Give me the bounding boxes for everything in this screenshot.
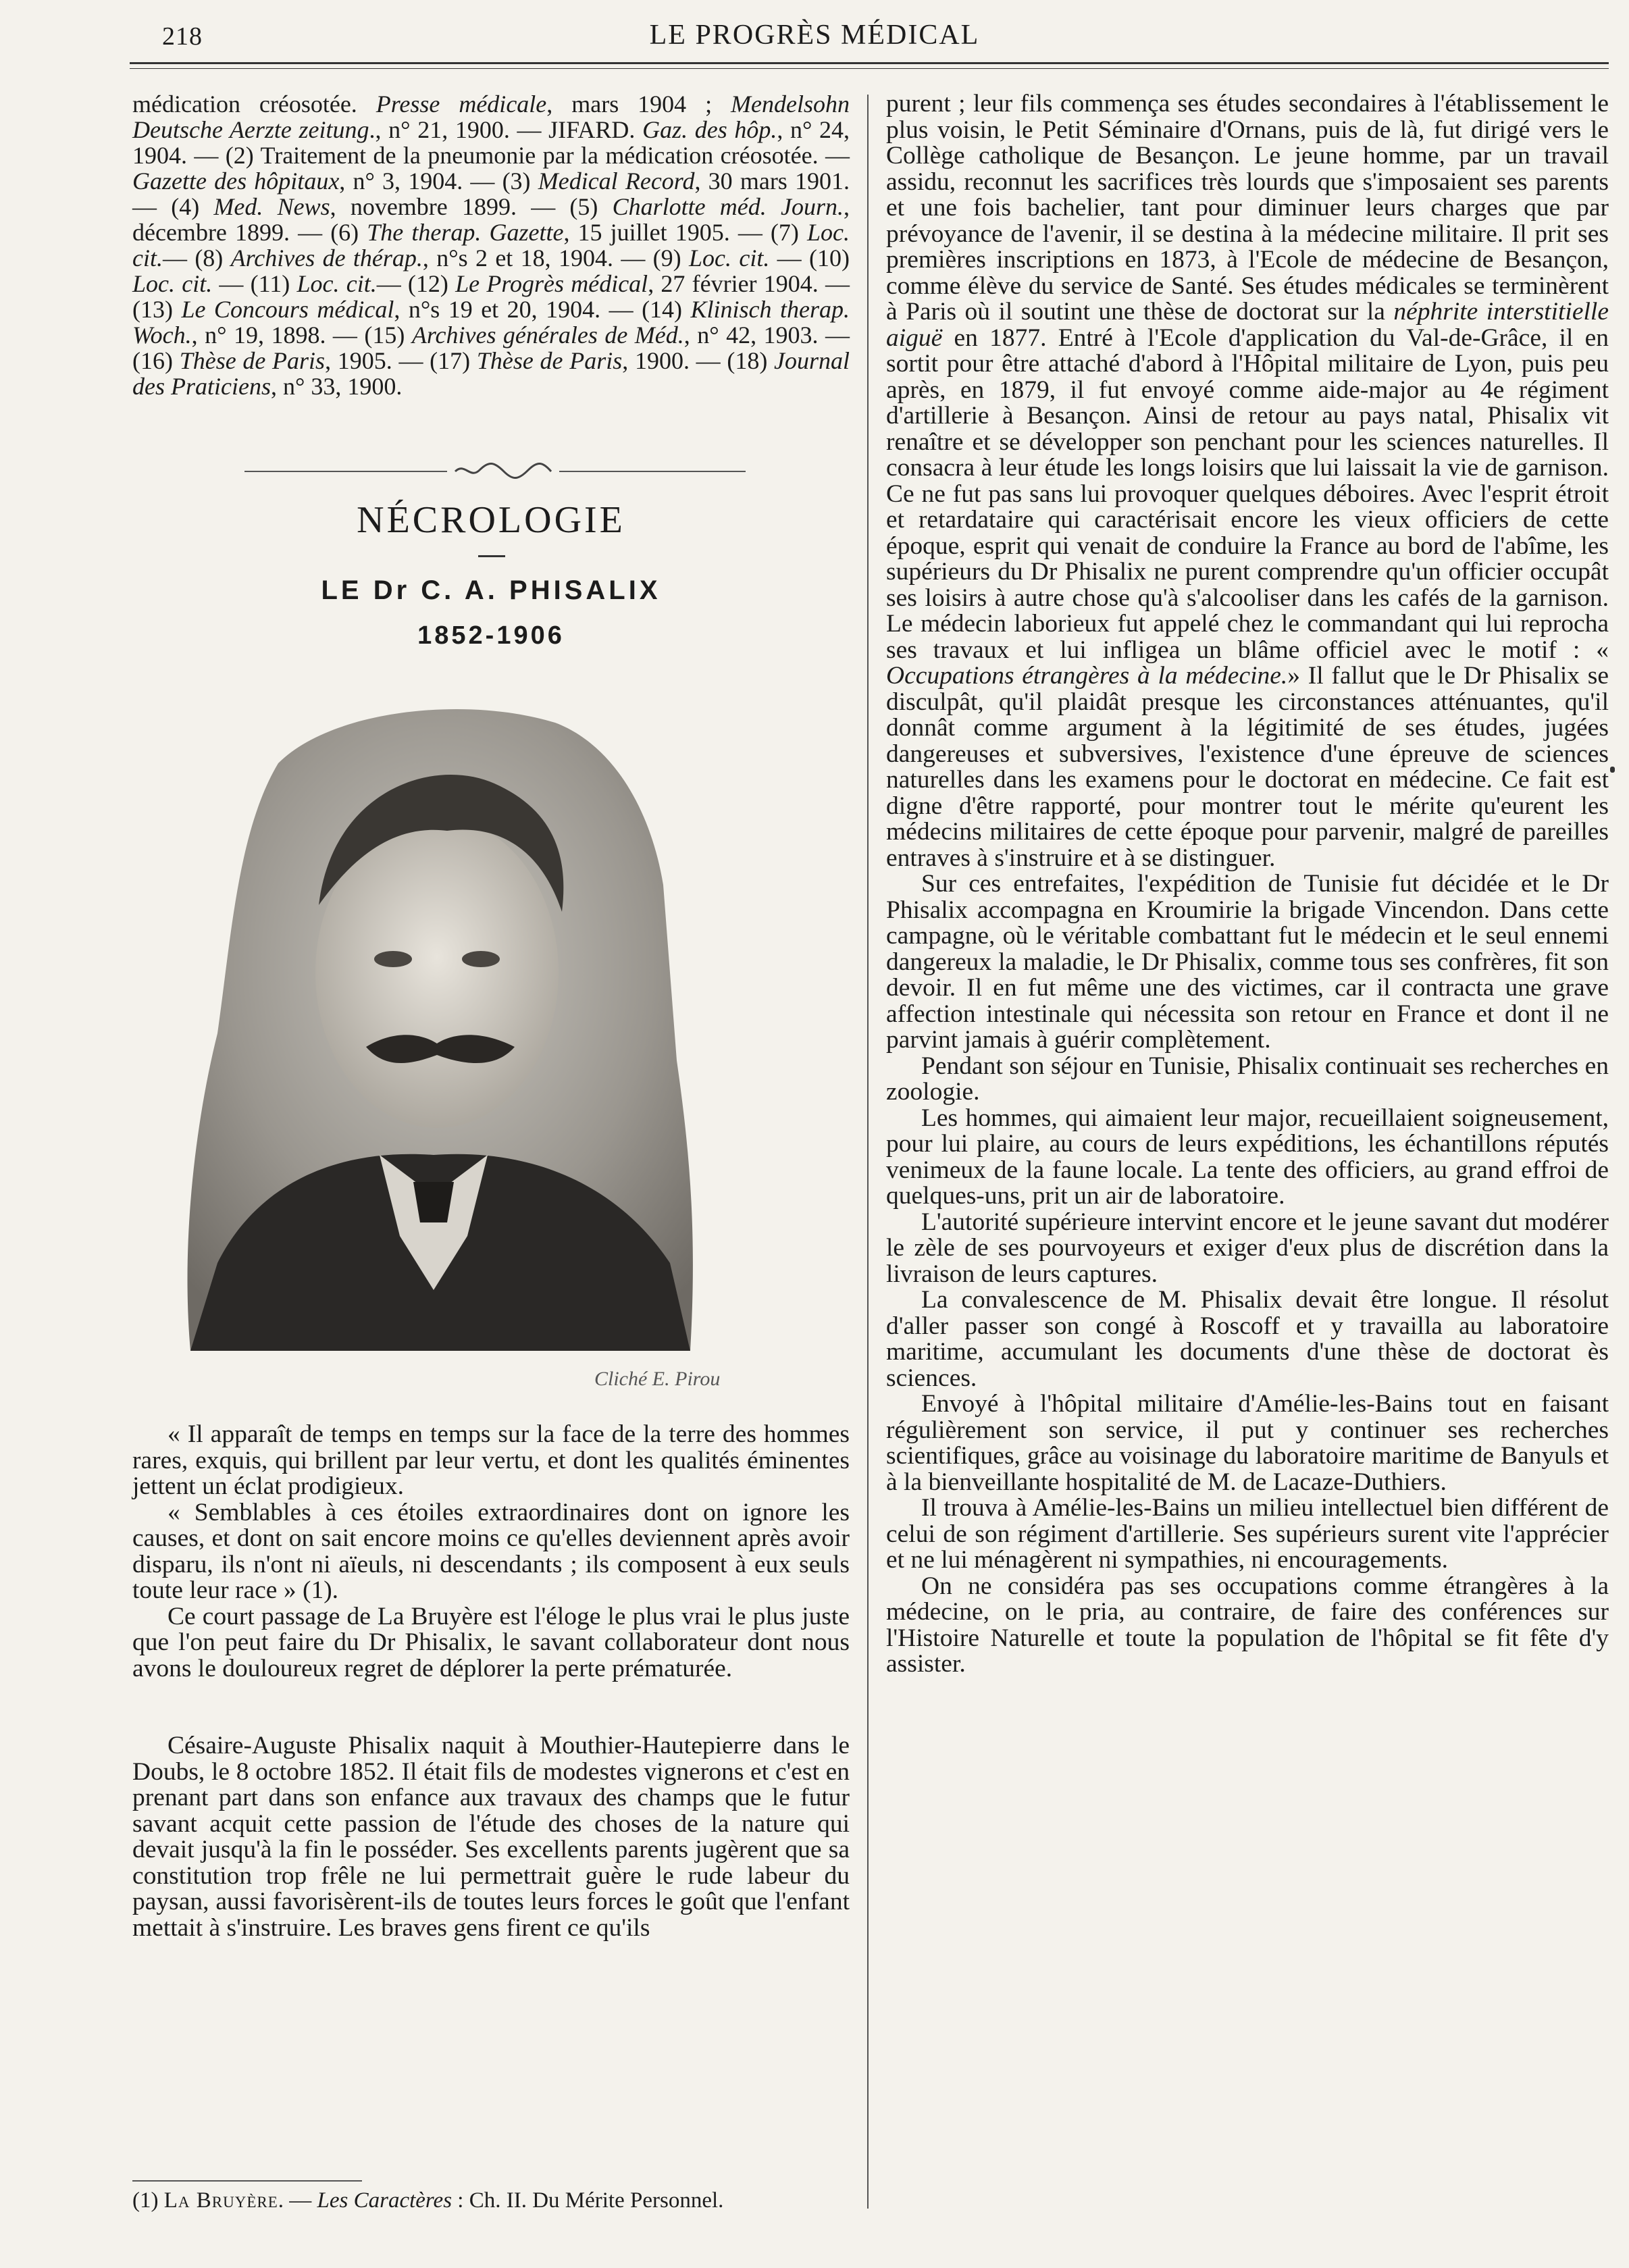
right-run: néphrite interstitielle aiguë bbox=[886, 298, 1609, 352]
obituary-subject: LE Dr C. A. PHISALIX bbox=[321, 575, 661, 605]
right-run: On ne considéra pas ses occupations comme étrangères à la médecine, on le pria, au contraire, de faire des conférences sur l'Histoire Naturelle et toute la population de l'hôpital se fit fête d'y assister. bbox=[886, 1572, 1609, 1678]
reference-run: — (12) bbox=[376, 270, 456, 297]
left-paragraph bbox=[132, 1500, 850, 1604]
footnote-mid: . — bbox=[278, 2188, 317, 2213]
reference-run: , 1900. — (18) bbox=[622, 347, 775, 374]
portrait-photo bbox=[177, 682, 697, 1358]
footnote-work: Les Caractères bbox=[317, 2188, 452, 2213]
left-run: « Il apparaît de temps en temps sur la face de la terre des hommes rares, exquis, qui brillent par leur vertu, et dont les qualités éminentes jettent un éclat prodigieux. bbox=[132, 1420, 850, 1500]
reference-run: , n° 19, 1898. — (15) bbox=[191, 321, 412, 349]
reference-run: Thèse de Paris bbox=[476, 347, 623, 374]
right-paragraph bbox=[886, 871, 1609, 1054]
left-column-text bbox=[132, 1422, 850, 1941]
reference-run: Archives de thérap. bbox=[230, 244, 423, 272]
reference-run: , décembre 1899. — (6) bbox=[132, 193, 850, 246]
obituary-dates: 1852-1906 bbox=[417, 621, 565, 650]
right-paragraph bbox=[886, 1287, 1609, 1391]
reference-run: The therap. Gazette bbox=[367, 219, 564, 246]
page-number: 218 bbox=[162, 22, 203, 51]
reference-run: , n° 33, 1900. bbox=[270, 373, 403, 400]
photo-credit: Cliché E. Pirou bbox=[594, 1368, 721, 1390]
reference-run: Med. News bbox=[213, 193, 330, 220]
reference-run: , n°s 2 et 18, 1904. — (9) bbox=[422, 244, 689, 272]
reference-run: — (8) bbox=[162, 244, 231, 272]
reference-run: , n° 3, 1904. — (3) bbox=[339, 167, 538, 195]
right-paragraph bbox=[886, 1391, 1609, 1495]
reference-run: , n° 42, 1903. — (16) bbox=[132, 321, 850, 374]
reference-run: , 1905. — (17) bbox=[325, 347, 477, 374]
reference-run: ., n° 21, 1900. — JIFARD. bbox=[369, 116, 643, 143]
right-paragraph bbox=[886, 1495, 1609, 1574]
reference-run: Medical Record bbox=[538, 167, 695, 195]
right-column-text bbox=[886, 91, 1609, 1678]
left-run: « Semblables à ces étoiles extraordinaires dont on ignore les causes, et dont on sait encore moins ce qu'elles deviennent après avoir disparu, ils n'ont ni aïeuls, ni descendants ; ils composent à eux seuls toute leur race » (1). bbox=[132, 1498, 850, 1604]
reference-run: Thèse de Paris bbox=[179, 347, 326, 374]
title-dash bbox=[478, 555, 505, 557]
reference-run: Loc. cit. bbox=[132, 270, 213, 297]
ornament-rule-left bbox=[244, 471, 447, 472]
right-paragraph bbox=[886, 1574, 1609, 1678]
reference-run: Presse médicale bbox=[376, 91, 547, 118]
reference-run: , n° 24, 1904. — (2) Traitement de la pneumonie par la médication créosotée. — bbox=[132, 116, 850, 169]
reference-run: — (11) bbox=[212, 270, 297, 297]
section-title: NÉCROLOGIE bbox=[357, 499, 625, 541]
reference-run: , n°s 19 et 20, 1904. — (14) bbox=[394, 296, 691, 323]
right-run: Il trouva à Amélie-les-Bains un milieu intellectuel bien différent de celui de son régiment d'artillerie. Ses supérieurs surent vite l'apprécier et ne lui ménagèrent ni sympathies, ni encouragements. bbox=[886, 1494, 1609, 1574]
left-paragraph bbox=[132, 1422, 850, 1500]
reference-run: , 15 juillet 1905. — (7) bbox=[563, 219, 807, 246]
left-paragraph bbox=[132, 1604, 850, 1682]
reference-run: Charlotte méd. Journ. bbox=[612, 193, 844, 220]
ornament-squiggle bbox=[452, 459, 554, 482]
right-run: Envoyé à l'hôpital militaire d'Amélie-les-Bains tout en faisant régulièrement son service, il put y continuer ses recherches scientifiques, grâce au voisinage du laboratoire maritime de Banyuls et à la bienveillante hospitalité de M. de Lacaze-Duthiers. bbox=[886, 1390, 1609, 1496]
reference-run: Gazette des hôpitaux bbox=[132, 167, 340, 195]
reference-run: Journal des Praticiens bbox=[132, 347, 850, 400]
reference-run: , 27 février 1904. — (13) bbox=[132, 270, 850, 323]
right-run: L'autorité supérieure intervint encore et le jeune savant dut modérer le zèle de ses pourvoyeurs et exiger d'eux plus de discrétion dans la livraison de leurs captures. bbox=[886, 1208, 1609, 1288]
reference-run: , 30 mars 1901. — (4) bbox=[132, 167, 850, 220]
left-paragraph bbox=[132, 1733, 850, 1941]
right-paragraph bbox=[886, 91, 1609, 871]
ink-mark bbox=[1610, 767, 1615, 773]
journal-title: LE PROGRÈS MÉDICAL bbox=[649, 20, 980, 51]
reference-run: Mendelsohn Deutsche Aerzte zeitung bbox=[132, 91, 850, 143]
ornament-rule-right bbox=[559, 471, 746, 472]
reference-run: Loc. cit. bbox=[296, 270, 377, 297]
header-rule-thin bbox=[130, 68, 1609, 69]
right-paragraph bbox=[886, 1210, 1609, 1288]
right-run: » Il fallut que le Dr Phisalix se disculpât, qu'il plaidât presque les circonstances atténuantes, qu'il donnât comme argument à la légitimité de ses études, jugées dangereuses et subversives, l'existence d'une épreuve de sciences naturelles dans les examens pour le doctorat en médecine. Ce fait est digne d'être rapporté, pour montrer tout le mérite qu'eurent les médecins militaires de cette époque pour parvenir, malgré de pareilles entraves à s'instruire et à se distinguer. bbox=[886, 662, 1609, 872]
reference-run: médication créosotée. bbox=[132, 91, 376, 118]
reference-run: Gaz. des hôp. bbox=[642, 116, 777, 143]
reference-run: — (10) bbox=[769, 244, 850, 272]
reference-run: Le Concours médical bbox=[181, 296, 394, 323]
reference-run: Loc. cit. bbox=[689, 244, 770, 272]
references-block bbox=[132, 91, 850, 399]
left-run: Césaire-Auguste Phisalix naquit à Mouthier-Hautepierre dans le Doubs, le 8 octobre 1852. Il était fils de modestes vignerons et c'est en prenant part dans son enfance aux travaux des champs que le futur savant acquit cette passion de l'étude des choses de la nature qui devait jusqu'à la fin le posséder. Ses excellents parents jugèrent que sa constitution trop frêle ne lui permettrait guère le rude labeur du paysan, aussi favorisèrent-ils de toutes leurs forces le goût que l'enfant mettait à s'instruire. Les braves gens firent ce qu'ils bbox=[132, 1732, 850, 1942]
footnote-prefix: (1) bbox=[132, 2188, 164, 2213]
reference-run: Archives générales de Méd. bbox=[411, 321, 684, 349]
reference-run: Le Progrès médical bbox=[455, 270, 648, 297]
right-run: Sur ces entrefaites, l'expédition de Tunisie fut décidée et le Dr Phisalix accompagna en Kroumirie la brigade Vincendon. Dans cette campagne, où le véritable combattant fut le médecin et le seul ennemi dangereux la maladie, le Dr Phisalix, comme tous ses confrères, fit son devoir. Il en fut même une des victimes, car il contracta une grave affection intestinale qui nécessita son retour en France et dont il ne parvint jamais à guérir complètement. bbox=[886, 870, 1609, 1054]
header-rule bbox=[130, 62, 1609, 64]
column-divider bbox=[867, 95, 869, 2209]
right-paragraph bbox=[886, 1054, 1609, 1106]
reference-run: Klinisch therap. Woch. bbox=[132, 296, 850, 349]
footnote-rule bbox=[132, 2180, 362, 2182]
right-run: Pendant son séjour en Tunisie, Phisalix continuait ses recherches en zoologie. bbox=[886, 1052, 1609, 1106]
reference-run: Loc. cit. bbox=[132, 219, 850, 272]
footnote-author: La Bruyère bbox=[163, 2188, 278, 2213]
right-run: Les hommes, qui aimaient leur major, recueillaient soigneusement, pour lui plaire, au cours de leurs expéditions, les échantillons réputés venimeux de la faune locale. La tente des officiers, au grand effroi de quelques-uns, prit un air de laboratoire. bbox=[886, 1104, 1609, 1210]
left-run: Ce court passage de La Bruyère est l'éloge le plus vrai le plus juste que l'on peut faire du Dr Phisalix, le savant collaborateur dont nous avons le douloureux regret de déplorer la perte prématurée. bbox=[132, 1602, 850, 1682]
footnote-rest: : Ch. II. Du Mérite Personnel. bbox=[452, 2188, 724, 2213]
right-run: La convalescence de M. Phisalix devait être longue. Il résolut d'aller passer son congé à Roscoff et y travailla au laboratoire maritime, accumulant les documents d'une thèse de doctorat ès sciences. bbox=[886, 1286, 1609, 1392]
right-run: en 1877. Entré à l'Ecole d'application du Val-de-Grâce, il en sortit pour être attaché d'abord à l'Hôpital militaire de Lyon, puis peu après, en 1879, il fut envoyé comme aide-major au 4e régiment d'artillerie à Besançon. Ainsi de retour au pays natal, Phisalix vit renaître et se développer son penchant pour les sciences naturelles. Il consacra à leur étude les longs loisirs que lui laissait la vie de garnison. Ce ne fut pas sans lui provoquer quelques déboires. Avec l'esprit étroit et retardataire qui caractérisait encore les vieux officiers de cette époque, esprit qui venait de conduire la France au bord de l'abîme, les supérieurs du Dr Phisalix ne purent comprendre qu'un officier occupât ses loisirs à autre chose qu'à s'alcooliser dans les cafés de la garnison. Le médecin laborieux fut appelé chez le commandant qui lui reprocha ses travaux et lui infligea un blâme officiel avec le motif : « bbox=[886, 324, 1609, 664]
right-paragraph bbox=[886, 1106, 1609, 1210]
right-run: Occupations étrangères à la médecine. bbox=[886, 662, 1288, 690]
reference-run: , novembre 1899. — (5) bbox=[330, 193, 613, 220]
footnote bbox=[132, 2188, 862, 2213]
reference-run: , mars 1904 ; bbox=[546, 91, 731, 118]
right-run: purent ; leur fils commença ses études secondaires à l'établissement le plus voisin, le Petit Séminaire d'Ornans, puis de là, fut dirigé vers le Collège catholique de Besançon. Le jeune homme, par un travail assidu, reconnut les sacrifices très lourds que s'imposaient ses parents et une fois bachelier, tant pour diminuer leurs charges que par prévoyance de l'avenir, il se destina à la médecine militaire. Il prit ses premières inscriptions en 1873, à l'Ecole de médecine de Besançon, comme élève du service de Santé. Ses études médicales se terminèrent à Paris où il soutint une thèse de doctorat sur la bbox=[886, 90, 1609, 326]
